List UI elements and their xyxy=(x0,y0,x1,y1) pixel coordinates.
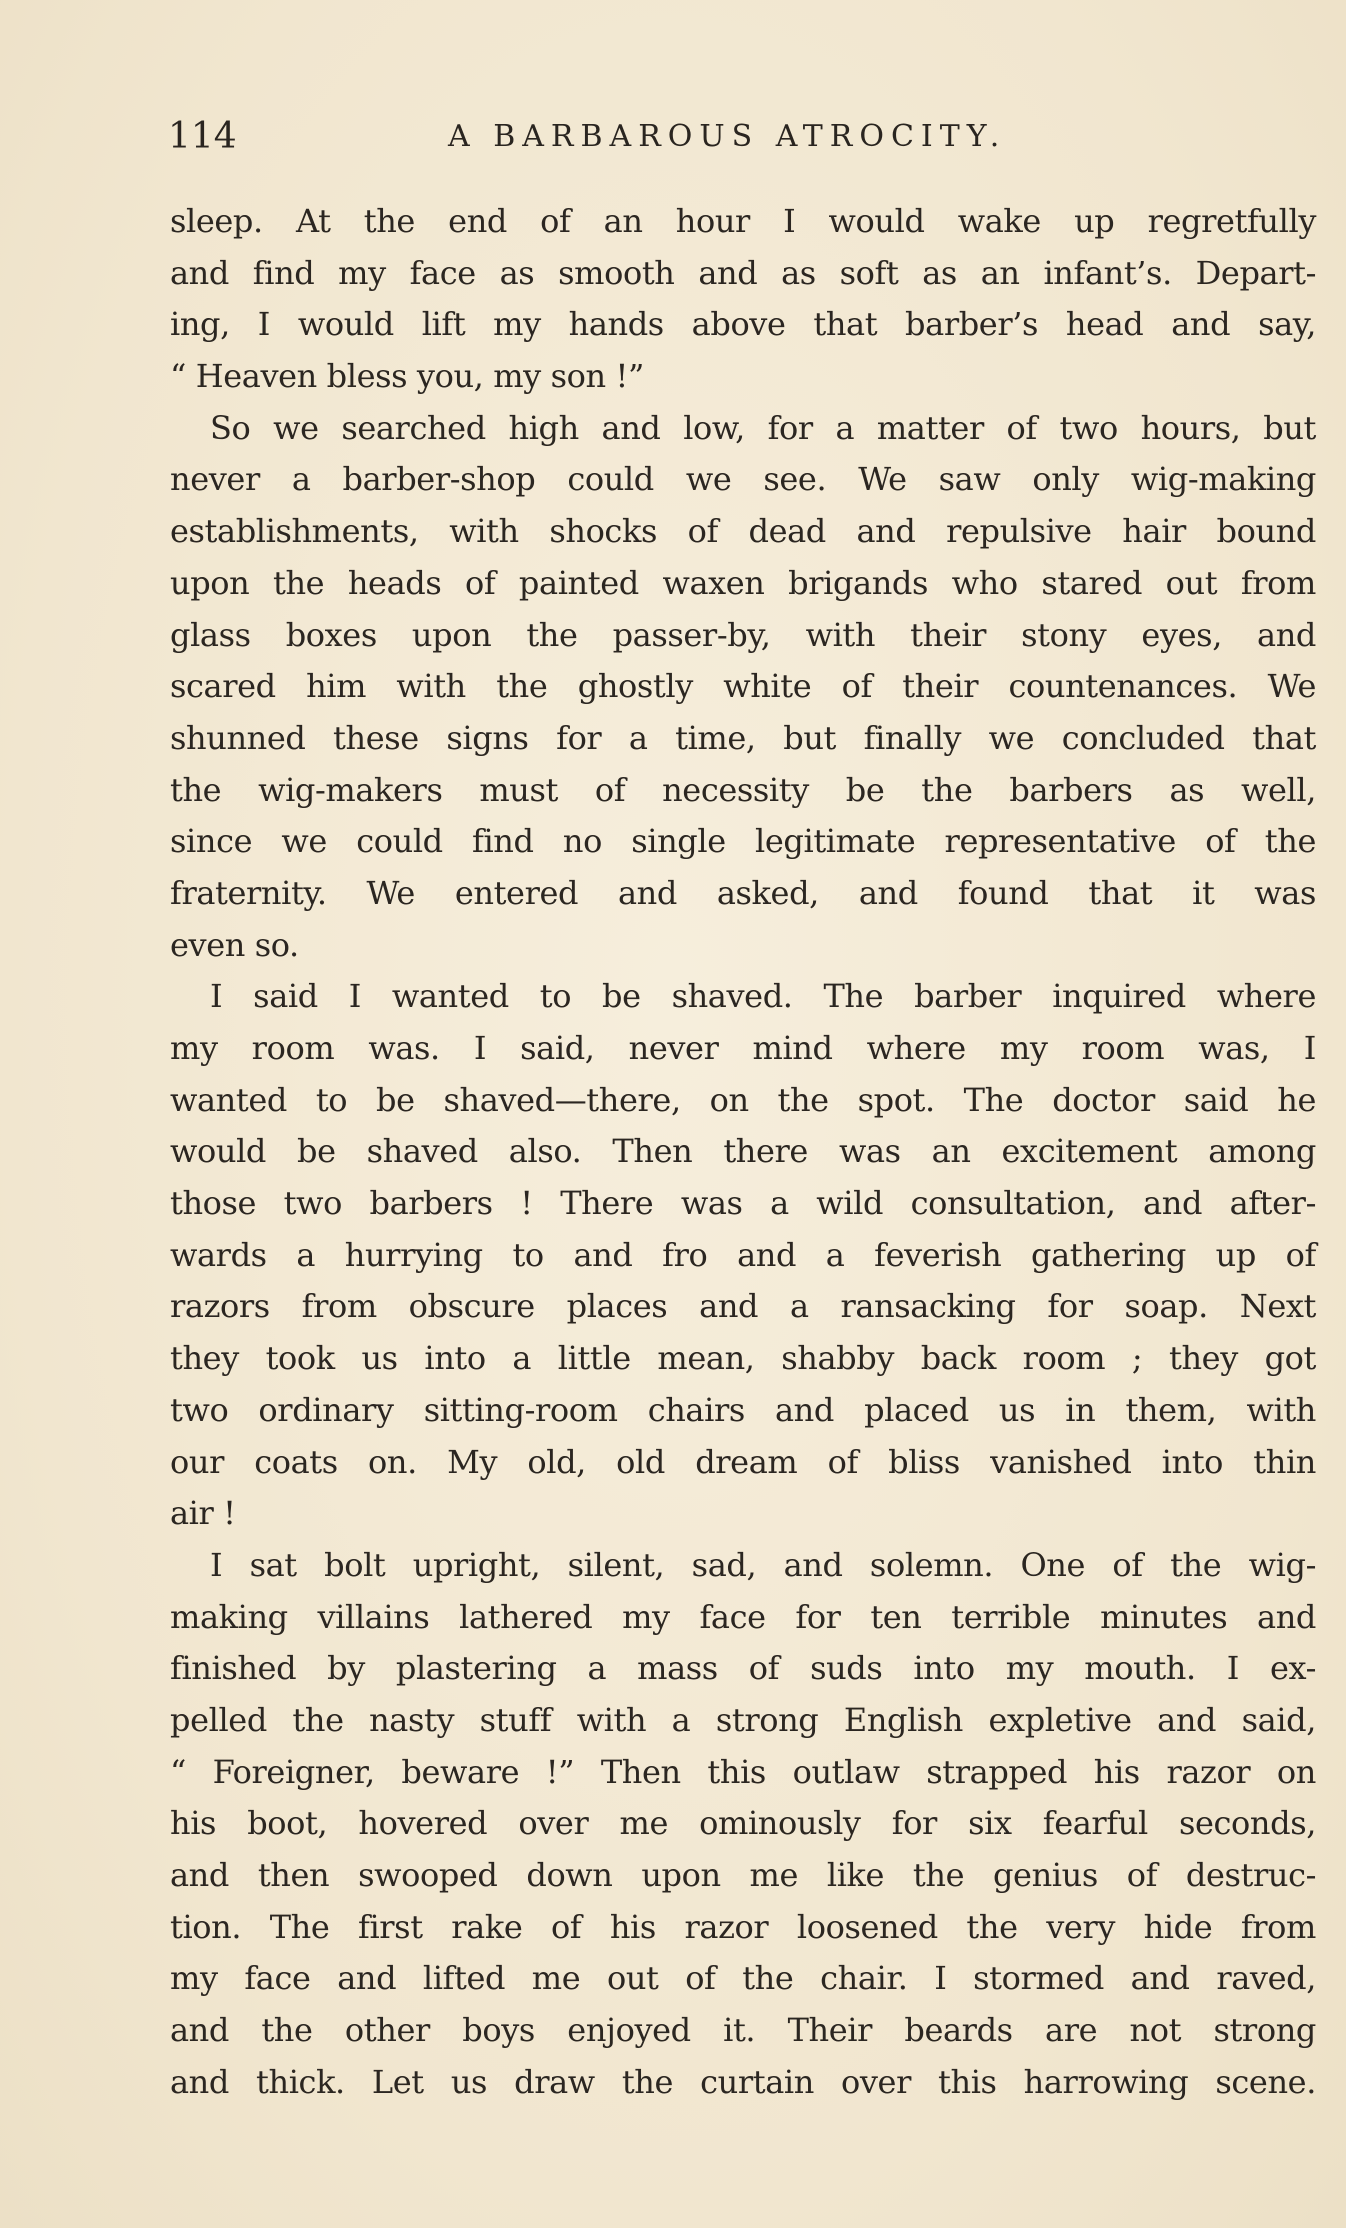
text-line: air ! xyxy=(170,1494,236,1533)
text-line: never a barber-shop could we see. We saw only wig-making xyxy=(170,460,1316,499)
text-line: “ Foreigner, beware !” Then this outlaw strapped his razor on xyxy=(170,1752,1316,1791)
page-header xyxy=(168,112,1318,162)
text-line: making villains lathered my face for ten terrible minutes and xyxy=(170,1597,1316,1636)
text-line: those two barbers ! There was a wild consultation, and after- xyxy=(170,1184,1316,1223)
text-line: I said I wanted to be shaved. The barber inquired where xyxy=(210,977,1316,1016)
text-line: shunned these signs for a time, but finally we concluded that xyxy=(170,718,1316,757)
text-line: my face and lifted me out of the chair. I stormed and raved, xyxy=(170,1959,1316,1998)
text-line: since we could find no single legitimate representative of the xyxy=(170,822,1316,861)
text-line: razors from obscure places and a ransacking for soap. Next xyxy=(170,1287,1316,1326)
text-line: wards a hurrying to and fro and a feverish gathering up of xyxy=(170,1235,1316,1274)
running-head: A BARBAROUS ATROCITY. xyxy=(448,119,1007,154)
text-line: and find my face as smooth and as soft as an infant’s. Depart- xyxy=(170,253,1316,292)
text-line: pelled the nasty stuff with a strong English expletive and said, xyxy=(170,1700,1316,1739)
text-line: would be shaved also. Then there was an excitement among xyxy=(170,1132,1316,1171)
text-line: upon the heads of painted waxen brigands who stared out from xyxy=(170,563,1316,602)
text-line: his boot, hovered over me ominously for six fearful seconds, xyxy=(170,1804,1316,1843)
text-line: finished by plastering a mass of suds into my mouth. I ex- xyxy=(170,1649,1316,1688)
text-line: and the other boys enjoyed it. Their beards are not strong xyxy=(170,2011,1316,2050)
text-line: sleep. At the end of an hour I would wake up regretfully xyxy=(170,202,1316,240)
text-line: tion. The first rake of his razor loosened the very hide from xyxy=(170,1907,1316,1946)
text-line: wanted to be shaved—there, on the spot. The doctor said he xyxy=(170,1080,1316,1119)
text-line: So we searched high and low, for a matter of two hours, but xyxy=(210,408,1316,447)
text-line: fraternity. We entered and asked, and found that it was xyxy=(170,873,1316,912)
text-line: and then swooped down upon me like the genius of destruc- xyxy=(170,1856,1316,1894)
text-line: and thick. Let us draw the curtain over this harrowing scene. xyxy=(170,2062,1316,2101)
text-line: scared him with the ghostly white of their countenances. We xyxy=(170,667,1316,706)
text-line: I sat bolt upright, silent, sad, and solemn. One of the wig- xyxy=(210,1545,1316,1584)
text-line: our coats on. My old, old dream of bliss vanished into thin xyxy=(170,1442,1316,1481)
body-text xyxy=(170,196,1316,2108)
text-line: the wig-makers must of necessity be the barbers as well, xyxy=(170,770,1316,809)
text-line: “ Heaven bless you, my son !” xyxy=(170,357,644,396)
text-line: they took us into a little mean, shabby back room ; they got xyxy=(170,1339,1316,1378)
text-line: two ordinary sitting-room chairs and placed us in them, with xyxy=(170,1390,1316,1429)
text-line: even so. xyxy=(170,925,299,964)
text-line: my room was. I said, never mind where my room was, I xyxy=(170,1029,1316,1067)
text-line: glass boxes upon the passer-by, with their stony eyes, and xyxy=(170,615,1316,654)
text-line: establishments, with shocks of dead and repulsive hair bound xyxy=(170,512,1316,551)
page-number: 114 xyxy=(168,116,237,157)
text-line: ing, I would lift my hands above that barber’s head and say, xyxy=(170,305,1316,344)
